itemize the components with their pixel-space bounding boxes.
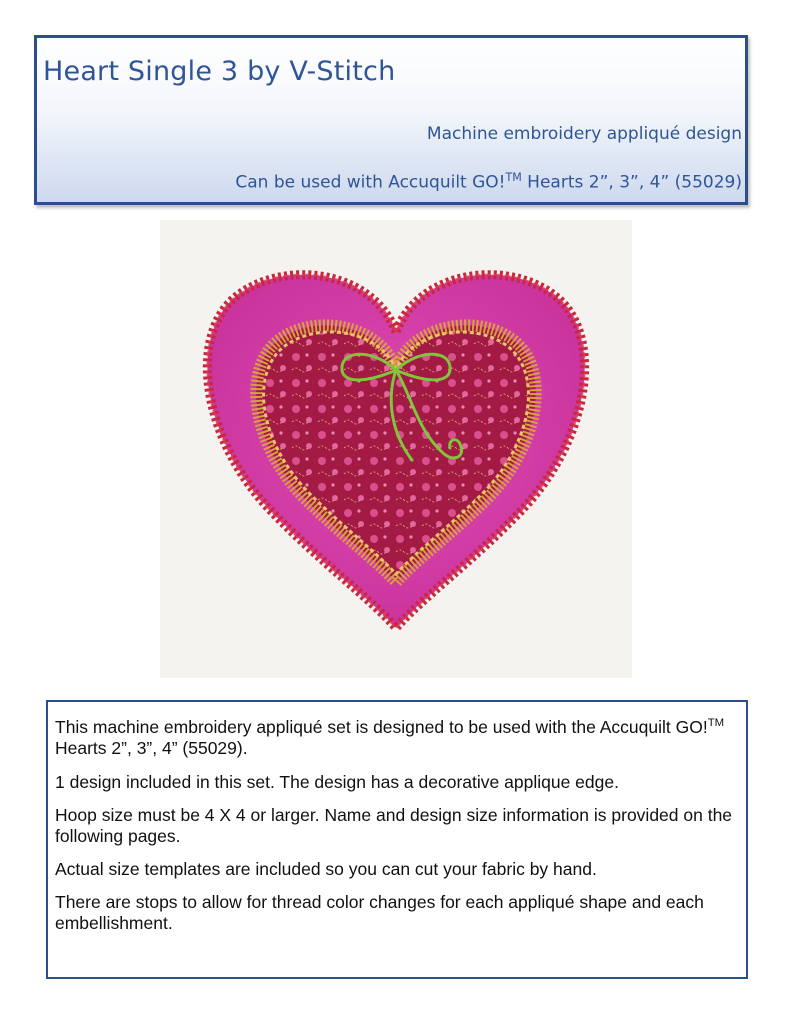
info-paragraph-templates: Actual size templates are included so you can cut your fabric by hand. (55, 858, 597, 879)
info-box (46, 700, 748, 979)
info-paragraph-stops: There are stops to allow for thread color changes for each appliqué shape and each embellishment. (55, 891, 704, 933)
page-title: Heart Single 3 by V-Stitch (43, 56, 396, 87)
usage-suffix: Hearts 2”, 3”, 4” (55029). (55, 737, 248, 758)
compat-suffix: Hearts 2”, 3”, 4” (55029) (521, 172, 742, 193)
info-paragraph-usage (55, 713, 738, 759)
header-box (34, 35, 748, 205)
compat-prefix: Can be used with Accuquilt GO! (235, 172, 506, 193)
info-paragraph-designs: 1 design included in this set. The design has a decorative applique edge. (55, 771, 619, 792)
heart-applique-image (160, 220, 632, 678)
subtitle: Machine embroidery appliqué design (426, 124, 742, 144)
trademark-mark: TM (505, 171, 522, 184)
trademark-mark: TM (707, 717, 725, 729)
compatibility-line (235, 171, 742, 193)
info-paragraph-hoop: Hoop size must be 4 X 4 or larger. Name and design size information is provided on the following pages. (55, 804, 733, 846)
embroidered-heart-photo (160, 220, 632, 678)
usage-prefix: This machine embroidery appliqué set is designed to be used with the Accuquilt GO! (55, 716, 708, 737)
